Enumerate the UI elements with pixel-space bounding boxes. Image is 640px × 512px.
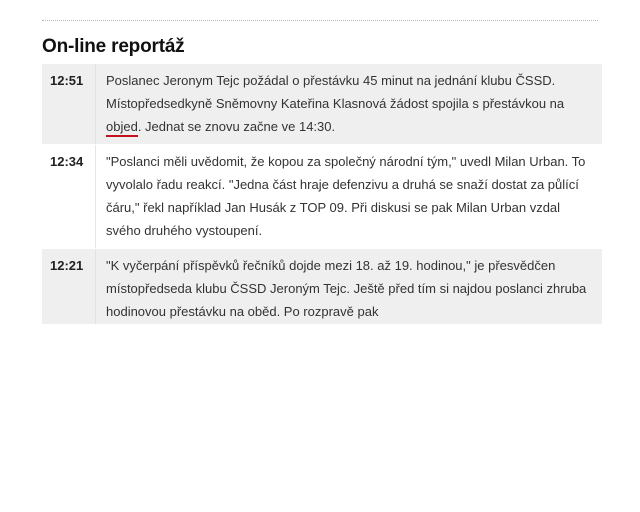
- entry-text: "K vyčerpání příspěvků řečníků dojde mezi 18. až 19. hodinou," je přesvědčen místopředseda klubu ČSSD Jeroným Tejc. Ještě před tím si najdou poslanci zhruba hodinovou přestávku na oběd. Po rozpravě pak: [106, 258, 587, 319]
- entry-time: 12:34: [50, 154, 84, 169]
- entry-time: 12:21: [50, 258, 84, 273]
- entry-text: [96, 64, 602, 144]
- report-entry: [42, 145, 602, 249]
- entry-text-part: Poslanec Jeronym Tejc požádal o přestávku 45 minut na jednání klubu ČSSD. Místopředsedkyně Sněmovny Kateřina Klasnová žádost spojila s přestávkou na: [106, 73, 565, 111]
- entry-text-part: . Jednat se znovu začne ve 14:30.: [137, 119, 336, 134]
- entry-time: 12:51: [50, 73, 84, 88]
- top-divider: [42, 20, 598, 21]
- section-title: On-line reportáž: [42, 36, 185, 57]
- live-report-feed: [42, 64, 602, 324]
- entry-text: "Poslanci měli uvědomit, že kopou za společný národní tým," uvedl Milan Urban. To vyvolalo řadu reakcí. "Jedna část hraje defenzivu a druhá se snaží dostat za půlící čáru," řekl například Jan Husák z TOP 09. Při diskusi se pak Milan Urban vzdal svého druhého vystoupení.: [106, 154, 586, 238]
- misspelled-word: objed: [106, 119, 138, 137]
- report-entry: [42, 249, 602, 324]
- report-entry: [42, 64, 602, 145]
